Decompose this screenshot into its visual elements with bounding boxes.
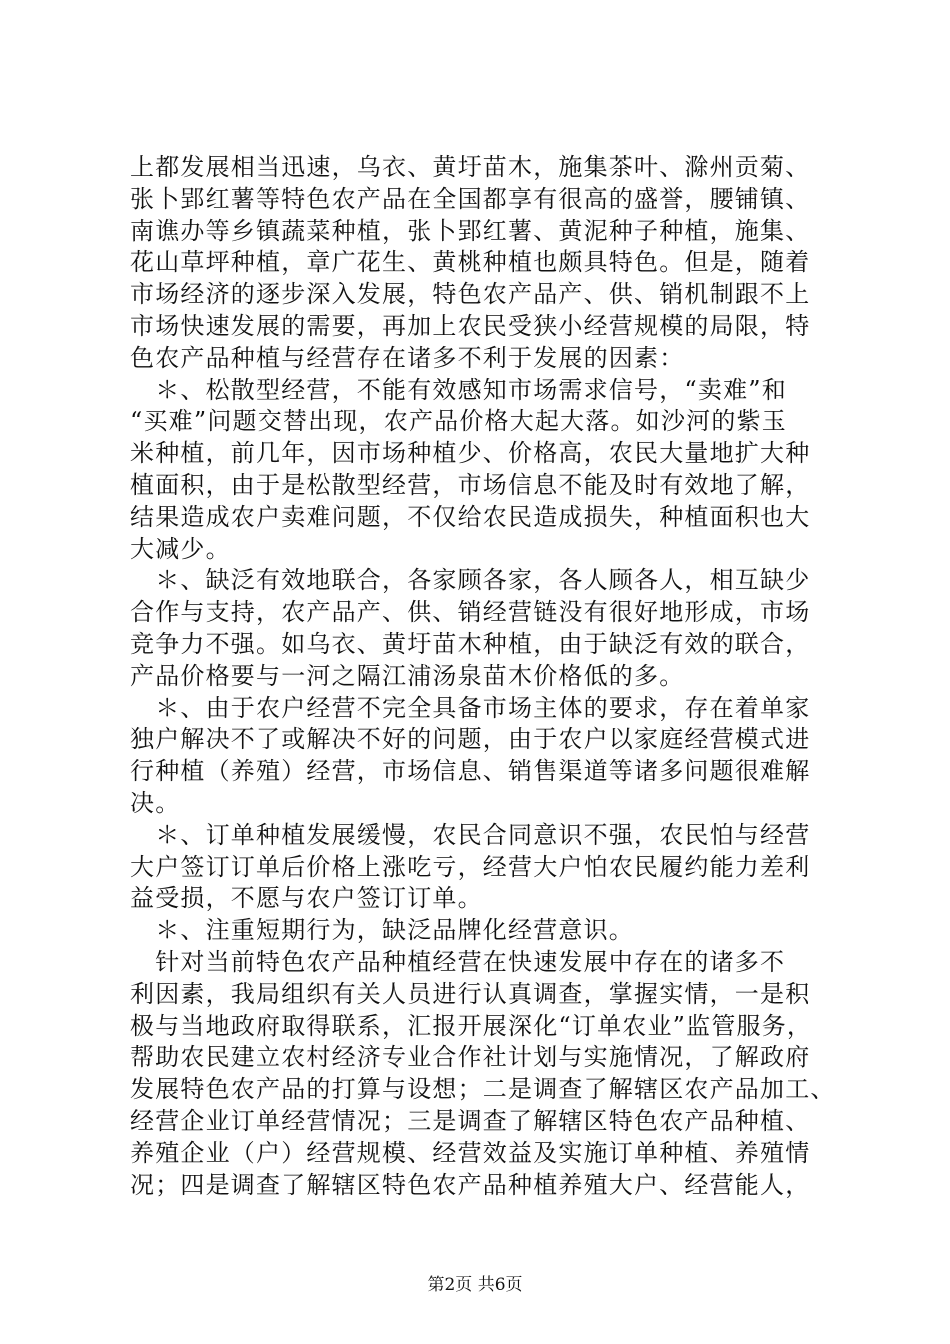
text-line: “买难”问题交替出现，农产品价格大起大落。如沙河的紫玉 [130, 407, 787, 436]
text-line: 独户解决不了或解决不好的问题，由于农户以家庭经营模式进 [130, 725, 811, 754]
text-line: 决。 [130, 788, 181, 817]
text-line: 益受损，不愿与农户签订订单。 [130, 884, 483, 913]
text-line: 大户签订订单后价格上涨吃亏，经营大户怕农民履约能力差利 [130, 852, 811, 881]
text-line: 植面积，由于是松散型经营，市场信息不能及时有效地了解， [130, 470, 811, 499]
page-footer: 第2页 共6页 [427, 1275, 523, 1295]
text-line: 经营企业订单经营情况；三是调查了解辖区特色农产品种植、 [130, 1106, 811, 1135]
text-line: 行种植（养殖）经营，市场信息、销售渠道等诸多问题很难解 [130, 757, 811, 786]
text-line: 张卜郢红薯等特色农产品在全国都享有很高的盛誉，腰铺镇、 [130, 184, 811, 213]
text-line: 竞争力不强。如乌衣、黄圩苗木种植，由于缺泛有效的联合， [130, 629, 811, 658]
text-line: 上都发展相当迅速，乌衣、黄圩苗木，施集茶叶、滁州贡菊、 [130, 153, 811, 181]
text-line: 况；四是调查了解辖区特色农产品种植养殖大户、经营能人， [130, 1170, 811, 1199]
text-line: 花山草坪种植，章广花生、黄桃种植也颇具特色。但是，随着 [130, 248, 811, 277]
text-line: 市场经济的逐步深入发展，特色农产品产、供、销机制跟不上 [130, 280, 811, 309]
text-line: 米种植，前几年，因市场种植少、价格高，农民大量地扩大种 [130, 439, 811, 468]
text-line: ＊、由于农户经营不完全具备市场主体的要求，存在着单家 [130, 693, 811, 722]
text-line: 结果造成农户卖难问题，不仅给农民造成损失，种植面积也大 [130, 502, 811, 531]
text-line: 帮助农民建立农村经济专业合作社计划与实施情况，了解政府 [130, 1043, 811, 1072]
text-line: 合作与支持，农产品产、供、销经营链没有很好地形成，市场 [130, 598, 811, 627]
text-line: 养殖企业（户）经营规模、经营效益及实施订单种植、养殖情 [130, 1138, 811, 1167]
text-line: 针对当前特色农产品种植经营在快速发展中存在的诸多不 [130, 947, 786, 976]
text-line: ＊、缺泛有效地联合，各家顾各家，各人顾各人，相互缺少 [130, 566, 811, 595]
text-line: 发展特色农产品的打算与设想；二是调查了解辖区农产品加工、 [130, 1075, 836, 1104]
text-line: ＊、注重短期行为，缺泛品牌化经营意识。 [130, 916, 634, 945]
text-line: 大减少。 [130, 534, 231, 563]
body-text [130, 152, 836, 1201]
text-line: 南谯办等乡镇蔬菜种植，张卜郢红薯、黄泥种子种植，施集、 [130, 216, 811, 245]
text-line: ＊、订单种植发展缓慢，农民合同意识不强，农民怕与经营 [130, 820, 811, 849]
text-line: 利因素，我局组织有关人员进行认真调查，掌握实情，一是积 [130, 979, 811, 1008]
text-line: ＊、松散型经营，不能有效感知市场需求信号，“卖难”和 [130, 375, 787, 404]
text-line: 色农产品种植与经营存在诸多不利于发展的因素： [130, 343, 685, 372]
text-line: 产品价格要与一河之隔江浦汤泉苗木价格低的多。 [130, 661, 685, 690]
text-line: 市场快速发展的需要，再加上农民受狭小经营规模的局限，特 [130, 311, 811, 340]
text-line: 极与当地政府取得联系，汇报开展深化“订单农业”监管服务， [130, 1011, 813, 1040]
